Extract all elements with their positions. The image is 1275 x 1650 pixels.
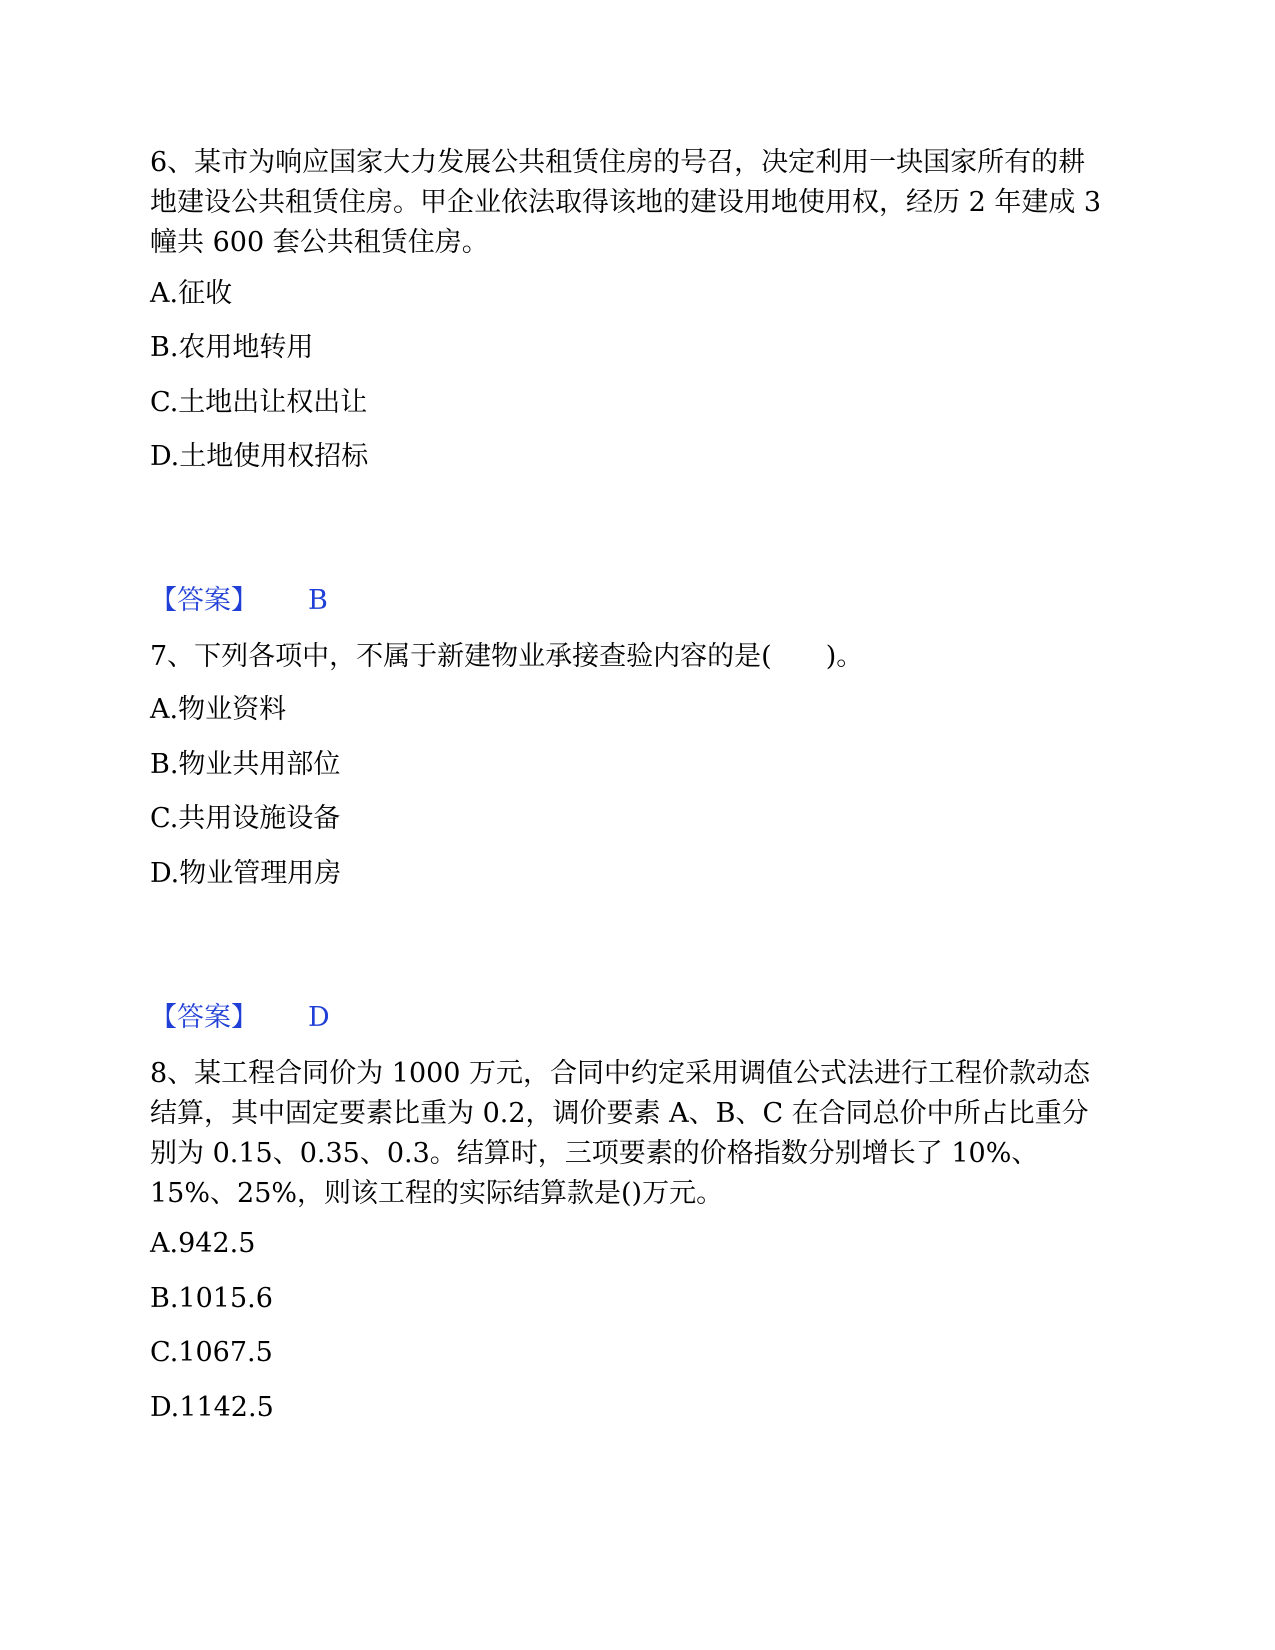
- answer-label: 【答案】: [150, 585, 258, 616]
- option-a: A.物业资料: [150, 694, 287, 725]
- question-stem: 6、某市为响应国家大力发展公共租赁住房的号召，决定利用一块国家所有的耕地建设公共租赁住房。甲企业依法取得该地的建设用地使用权，经历 2 年建成 3 幢共 600 套公共租赁住房。: [150, 147, 1102, 258]
- option-c: C.共用设施设备: [150, 803, 341, 834]
- question-8: [150, 1054, 1110, 1214]
- option-b: B.物业共用部位: [150, 749, 341, 780]
- answer-7: [150, 1000, 330, 1036]
- option-d: D.土地使用权招标: [150, 441, 369, 472]
- answer-value: D: [308, 1002, 330, 1033]
- option-a: A.征收: [150, 278, 233, 309]
- option-d: D.1142.5: [150, 1392, 274, 1423]
- question-7: [150, 637, 1110, 677]
- option-c: C.1067.5: [150, 1337, 273, 1368]
- question-stem: 7、下列各项中，不属于新建物业承接查验内容的是( )。: [150, 641, 864, 672]
- option-d: D.物业管理用房: [150, 858, 342, 889]
- option-b: B.农用地转用: [150, 332, 314, 363]
- answer-label: 【答案】: [150, 1002, 258, 1033]
- option-c: C.土地出让权出让: [150, 387, 368, 418]
- option-a: A.942.5: [150, 1228, 256, 1259]
- question-6: [150, 143, 1110, 263]
- question-stem: 8、某工程合同价为 1000 万元，合同中约定采用调值公式法进行工程价款动态结算，其中固定要素比重为 0.2，调价要素 A、B、C 在合同总价中所占比重分别为 0.15、0.35、0.3。结算时，三项要素的价格指数分别增长了 10%、15%、25%，则该工程的实际结算款是()万元。: [150, 1058, 1091, 1209]
- answer-6: [150, 583, 328, 619]
- answer-value: B: [308, 585, 328, 616]
- option-b: B.1015.6: [150, 1283, 273, 1314]
